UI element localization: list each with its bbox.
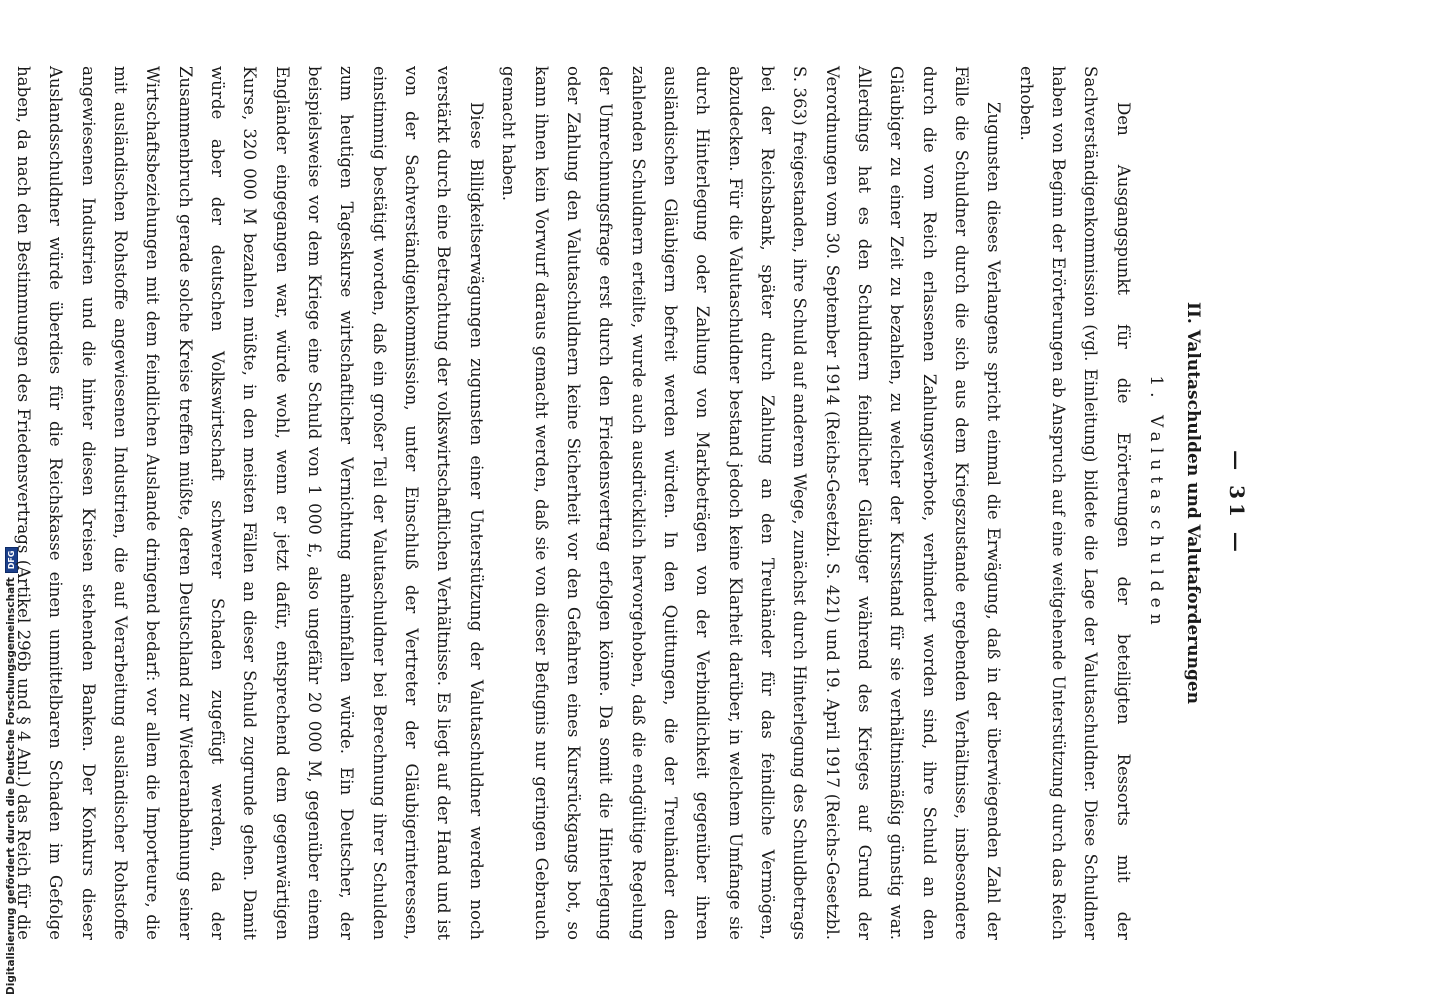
credit-text: Digitalisierung gefördert durch die Deutsche Forschungsgemeinschaft (5, 577, 17, 995)
scanned-page (14, 2, 1270, 998)
page-number: — 31 — (1225, 450, 1249, 556)
paragraph: Diese Billigkeitserwägungen zugunsten einer Unterstützung der Valutaschuldner werden noch verstärkt durch eine Betrachtung der volkswirtschaftlichen Verhältnisse. Es liegt auf der Hand und ist von der Sachverständigenkommission, unter Einschluß der Vertreter der Gläubigerinteressen, einstimmig bestätigt worden, daß ein großer Teil der Valutaschuldner bei Berechnung ihrer Schulden zum heutigen Tageskurse wirtschaftlicher Vernichtung anheimfallen würde. Ein Deutscher, der beispielsweise vor dem Kriege eine Schuld von 1 000 £, also ungefähr 20 000 M, gegenüber einem Engländer eingegangen war, würde wohl, wenn er jetzt dafür, entsprechend dem gegenwärtigen Kurse, 320 000 M bezahlen müßte, in den meisten Fällen an dieser Schuld zugrunde gehen. Damit würde aber der deutschen Volkswirtschaft schwerer Schaden zugefügt werden, da der Zusammenbruch gerade solche Kreise treffen müßte, deren Deutschland zur Wiederanbahnung seiner Wirtschaftsbeziehungen mit dem feindlichen Auslande dringend bedarf: vor allem die Importeure, die mit ausländischen Rohstoffe angewiesenen Industrien, die auf Verarbeitung ausländischer Rohstoffe angewiesenen Industrien und die hinter diesen Kreisen stehenden Banken. Der Konkurs dieser Auslandsschuldner würde überdies für die Reichskasse einen unmittelbaren Schaden im Gefolge haben, da nach den Bestimmungen des Friedensvertrags (Artikel 296b und § 4 Anl.) das Reich für die (14, 66, 486, 940)
paragraph: Den Ausgangspunkt für die Erörterungen der beteiligten Ressorts mit der Sachverständigenkommission (vgl. Einleitung) bildete die Lage der Valutaschuldner. Diese Schuldner haben von Beginn der Erörterungen ab Anspruch auf eine weitgehende Unterstützung durch das Reich erhoben. (1016, 66, 1133, 940)
sub-heading: 1. Valutaschulden (1145, 375, 1166, 631)
page-content (14, 2, 1270, 998)
dfg-logo: DFG (5, 547, 18, 574)
paragraph: Zugunsten dieses Verlangens spricht einmal die Erwägung, daß in der überwiegenden Zahl der Fälle die Schuldner durch die sich aus dem Kriegszustande ergebenden Verhältnisse, insbesondere durch die vom Reich erlassenen Zahlungsverbote, verhindert worden sind, ihre Schuld an den Gläubiger zu einer Zeit zu bezahlen, zu welcher der Kursstand für sie verhältnismäßig günstig war. Allerdings hat es den Schuldnern feindlicher Gläubiger während des Krieges auf Grund der Verordnungen vom 30. September 1914 (Reichs-Gesetzbl. S. 421) und 19. April 1917 (Reichs-Gesetzbl. S. 363) freigestanden, ihre Schuld auf anderem Wege, zunächst durch Hinterlegung des Schuldbetrags bei der Reichsbank, später durch Zahlung an den Treuhänder für das feindliche Vermögen, abzudecken. Für die Valutaschuldner bestand jedoch keine Klarheit darüber, in welchem Umfange sie durch Hinterlegung oder Zahlung von Markbeträgen von der Verbindlichkeit gegenüber ihren ausländischen Gläubigern befreit werden würden. In den Quittungen, die der Treuhänder den zahlenden Schuldnern erteilte, wurde auch ausdrücklich hervorgehoben, daß die endgültige Regelung der Umrechnungsfrage erst durch den Friedensvertrag erfolgen könne. Da somit die Hinterlegung oder Zahlung den Valutaschuldnern keine Sicherheit vor den Gefahren eines Kursrückgangs bot, so kann ihnen kein Vorwurf daraus gemacht werden, daß sie von dieser Befugnis nur geringen Gebrauch gemacht haben. (499, 66, 1004, 940)
section-heading: II. Valutaschulden und Valutaforderungen (1183, 301, 1203, 705)
